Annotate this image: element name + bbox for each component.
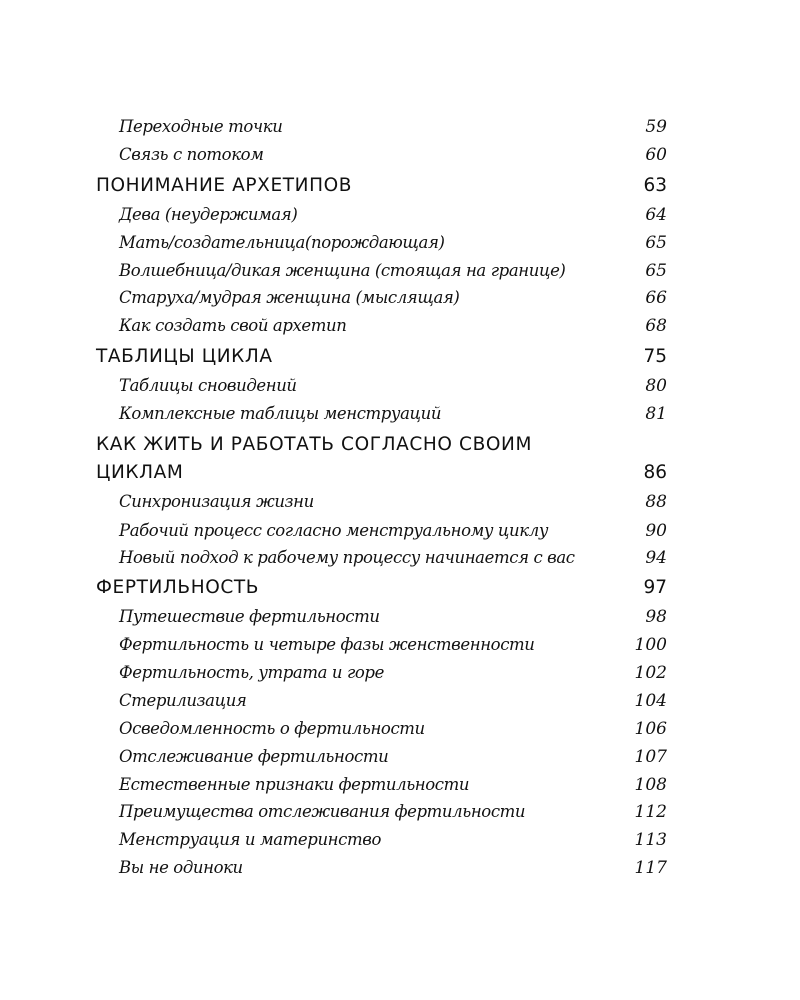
toc-entry-title: Менструация и материнство [119, 830, 381, 849]
toc-entry-page: 66 [645, 288, 667, 308]
toc-entry-page: 98 [645, 607, 667, 627]
toc-entry[interactable] [0, 286, 800, 314]
toc-entry[interactable] [0, 203, 800, 231]
toc-entry-page: 64 [645, 205, 667, 225]
toc-entry-page: 113 [634, 830, 667, 850]
toc-entry-page: 68 [645, 316, 667, 336]
toc-entry[interactable] [0, 828, 800, 856]
toc-chapter-page: 86 [643, 462, 667, 483]
toc-entry-title: Фертильность и четыре фазы женственности [119, 635, 535, 654]
toc-entry[interactable] [0, 745, 800, 773]
toc-chapter[interactable] [0, 462, 800, 490]
toc-entry-title: Синхронизация жизни [119, 492, 314, 511]
toc-entry[interactable] [0, 115, 800, 143]
toc-entry-title: Мать/создательница(порождающая) [119, 233, 445, 252]
toc-entry[interactable] [0, 773, 800, 801]
toc-chapter-page: 75 [643, 346, 667, 367]
toc-entry-title: Отслеживание фертильности [119, 747, 389, 766]
toc-entry[interactable] [0, 689, 800, 717]
toc-entry[interactable] [0, 259, 800, 287]
toc-entry-page: 81 [645, 404, 667, 424]
toc-entry-title: Комплексные таблицы менструаций [119, 404, 442, 423]
toc-entry-title: Путешествие фертильности [119, 607, 380, 626]
toc-entry-title: Связь с потоком [119, 145, 264, 164]
toc-entry[interactable] [0, 717, 800, 745]
toc-entry-title: Осведомленность о фертильности [119, 719, 425, 738]
toc-entry-page: 88 [645, 492, 667, 512]
toc-entry[interactable] [0, 374, 800, 402]
toc-chapter-title-line2: ЦИКЛАМ [96, 462, 184, 483]
toc-entry-title: Преимущества отслеживания фертильности [119, 802, 526, 821]
toc-entry[interactable] [0, 856, 800, 884]
toc-entry[interactable] [0, 546, 800, 574]
toc-entry[interactable] [0, 490, 800, 518]
toc-entry-title: Рабочий процесс согласно менструальному циклу [119, 521, 549, 540]
toc-chapter[interactable] [0, 577, 800, 605]
toc-chapter[interactable] [0, 346, 800, 374]
toc-entry-page: 59 [645, 117, 667, 137]
toc-chapter-title: ТАБЛИЦЫ ЦИКЛА [96, 346, 273, 367]
toc-entry[interactable] [0, 661, 800, 689]
toc-entry-title: Переходные точки [119, 117, 283, 136]
toc-entry[interactable] [0, 314, 800, 342]
toc-entry-title: Волшебница/дикая женщина (стоящая на границе) [119, 261, 566, 280]
toc-entry-page: 102 [634, 663, 667, 683]
toc-entry[interactable] [0, 143, 800, 171]
toc-entry-page: 80 [645, 376, 667, 396]
toc-entry-page: 104 [634, 691, 667, 711]
toc-entry-title: Как создать свой архетип [119, 316, 347, 335]
toc-entry[interactable] [0, 519, 800, 547]
toc-entry-title: Естественные признаки фертильности [119, 775, 470, 794]
toc-entry[interactable] [0, 800, 800, 828]
toc-chapter-title: ПОНИМАНИЕ АРХЕТИПОВ [96, 175, 353, 196]
toc-chapter-title-line1: КАК ЖИТЬ И РАБОТАТЬ СОГЛАСНО СВОИМ [96, 434, 533, 455]
toc-entry-title: Дева (неудержимая) [119, 205, 298, 224]
toc-entry-title: Новый подход к рабочему процессу начинается с вас [119, 548, 575, 567]
toc-entry-page: 112 [634, 802, 667, 822]
toc-entry[interactable] [0, 402, 800, 430]
toc-entry-title: Вы не одиноки [119, 858, 243, 877]
toc-entry-page: 65 [645, 261, 667, 281]
toc-entry-page: 60 [645, 145, 667, 165]
toc-entry-title: Стерилизация [119, 691, 247, 710]
toc-entry-page: 117 [634, 858, 667, 878]
toc-chapter-page: 63 [643, 175, 667, 196]
toc-entry-page: 65 [645, 233, 667, 253]
toc-chapter-title: ФЕРТИЛЬНОСТЬ [96, 577, 260, 598]
toc-entry-page: 100 [634, 635, 667, 655]
toc-chapter[interactable] [0, 175, 800, 203]
toc-entry-page: 106 [634, 719, 667, 739]
toc-entry[interactable] [0, 231, 800, 259]
toc-chapter-page: 97 [643, 577, 667, 598]
toc-entry-page: 90 [645, 521, 667, 541]
toc-chapter[interactable] [0, 434, 800, 462]
toc-entry-title: Старуха/мудрая женщина (мыслящая) [119, 288, 460, 307]
toc-entry-page: 108 [634, 775, 667, 795]
toc-entry-page: 94 [645, 548, 667, 568]
toc-entry-page: 107 [634, 747, 667, 767]
toc-entry-title: Фертильность, утрата и горе [119, 663, 384, 682]
toc-entry-title: Таблицы сновидений [119, 376, 297, 395]
toc-entry[interactable] [0, 633, 800, 661]
toc-entry[interactable] [0, 605, 800, 633]
